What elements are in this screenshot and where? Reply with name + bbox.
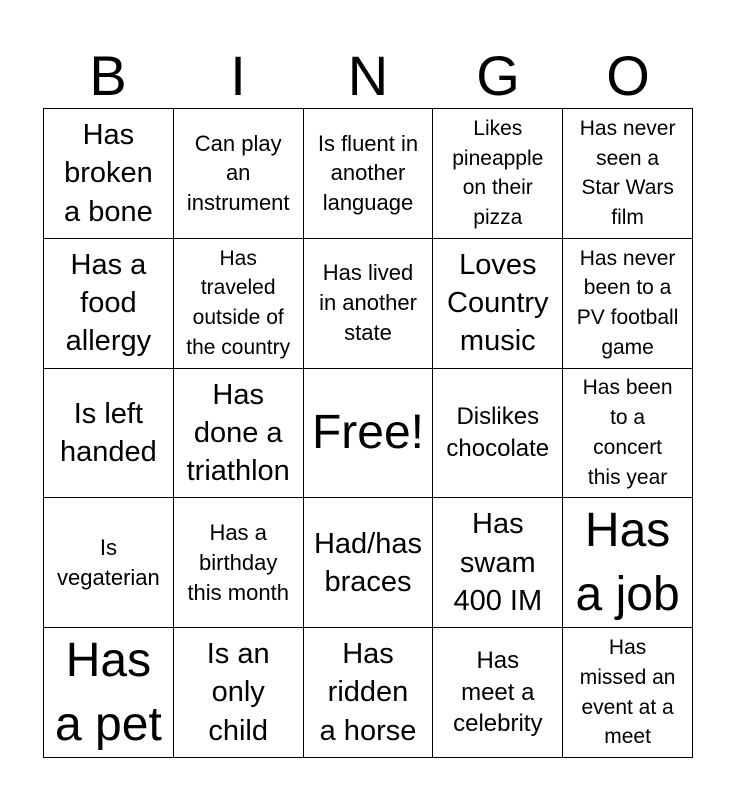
bingo-cell-r5-c4[interactable]: Has meet a celebrity bbox=[433, 628, 563, 758]
bingo-cell-r2-c5[interactable]: Has never been to a PV football game bbox=[563, 239, 693, 369]
bingo-cell-r2-c4[interactable]: Loves Country music bbox=[433, 239, 563, 369]
bingo-cell-r1-c5[interactable]: Has never seen a Star Wars film bbox=[563, 109, 693, 239]
bingo-grid bbox=[43, 108, 693, 758]
bingo-cell-r5-c3[interactable]: Has ridden a horse bbox=[304, 628, 434, 758]
bingo-cell-r4-c1[interactable]: Is vegaterian bbox=[44, 498, 174, 628]
header-letter-b: B bbox=[89, 44, 127, 107]
bingo-cell-r1-c2[interactable]: Can play an instrument bbox=[174, 109, 304, 239]
bingo-header bbox=[43, 44, 693, 108]
bingo-cell-r4-c5[interactable]: Has a job bbox=[563, 498, 693, 628]
bingo-cell-r3-c4[interactable]: Dislikes chocolate bbox=[433, 369, 563, 499]
bingo-cell-r5-c2[interactable]: Is an only child bbox=[174, 628, 304, 758]
bingo-cell-r5-c1[interactable]: Has a pet bbox=[44, 628, 174, 758]
bingo-cell-r2-c3[interactable]: Has lived in another state bbox=[304, 239, 434, 369]
bingo-cell-r1-c1[interactable]: Has broken a bone bbox=[44, 109, 174, 239]
bingo-cell-r3-c2[interactable]: Has done a triathlon bbox=[174, 369, 304, 499]
bingo-cell-r3-c5[interactable]: Has been to a concert this year bbox=[563, 369, 693, 499]
bingo-cell-r2-c1[interactable]: Has a food allergy bbox=[44, 239, 174, 369]
header-letter-g: G bbox=[476, 44, 520, 107]
header-letter-i: I bbox=[230, 44, 246, 107]
bingo-cell-r3-c1[interactable]: Is left handed bbox=[44, 369, 174, 499]
bingo-cell-r2-c2[interactable]: Has traveled outside of the country bbox=[174, 239, 304, 369]
header-letter-n: N bbox=[347, 44, 389, 107]
bingo-cell-r1-c3[interactable]: Is fluent in another language bbox=[304, 109, 434, 239]
bingo-cell-r4-c2[interactable]: Has a birthday this month bbox=[174, 498, 304, 628]
header-letter-o: O bbox=[606, 44, 650, 107]
bingo-cell-r5-c5[interactable]: Has missed an event at a meet bbox=[563, 628, 693, 758]
bingo-cell-free[interactable]: Free! bbox=[304, 369, 434, 499]
bingo-cell-r4-c3[interactable]: Had/has braces bbox=[304, 498, 434, 628]
bingo-cell-r4-c4[interactable]: Has swam 400 IM bbox=[433, 498, 563, 628]
bingo-cell-r1-c4[interactable]: Likes pineapple on their pizza bbox=[433, 109, 563, 239]
